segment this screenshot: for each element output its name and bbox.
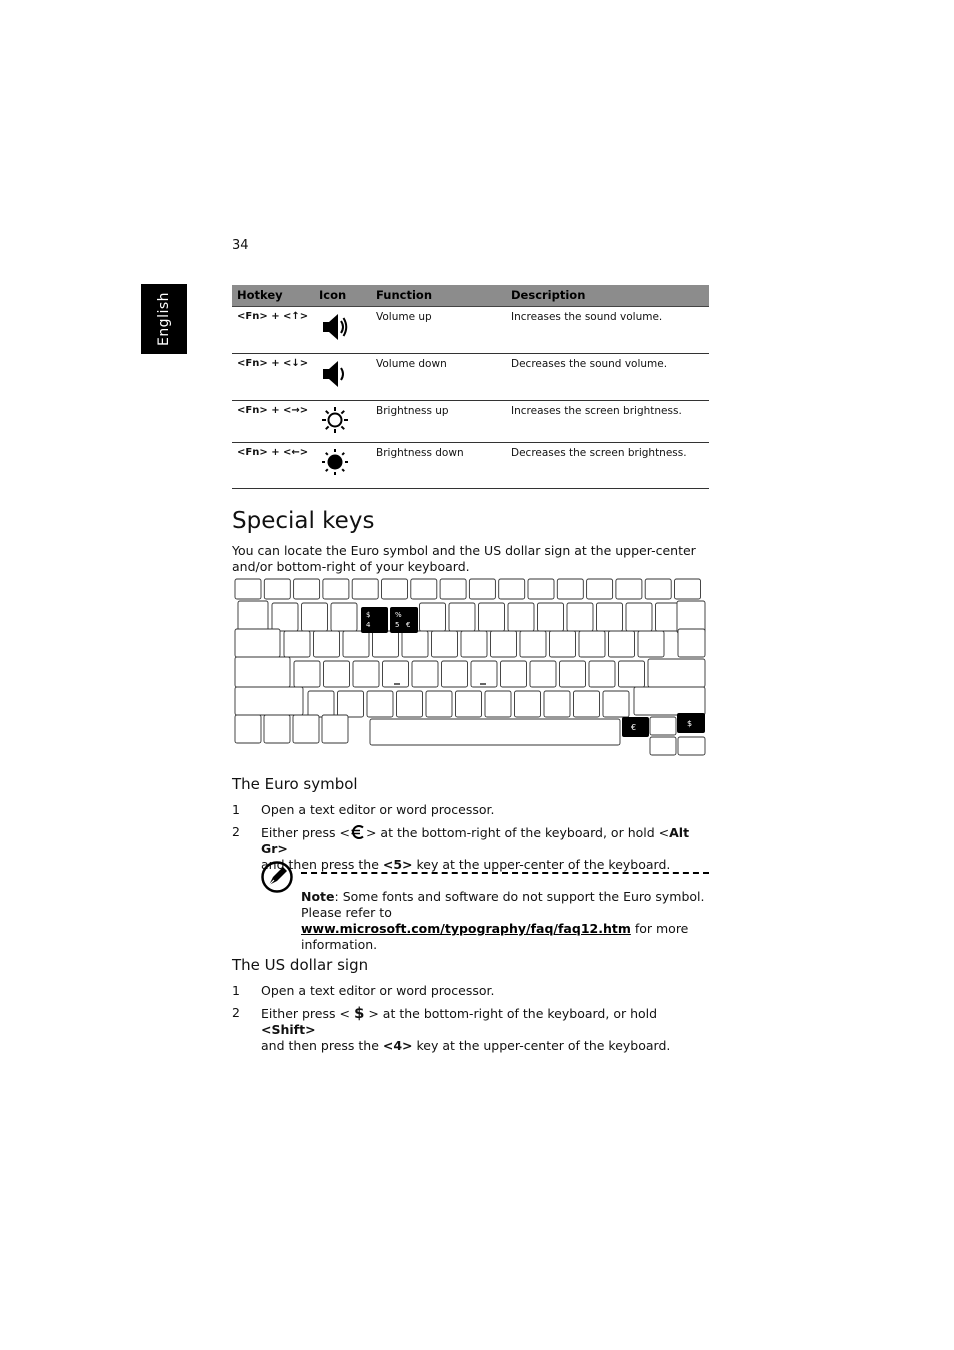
step-text: Either press < xyxy=(261,825,350,840)
function-cell: Brightness down xyxy=(371,442,506,488)
intro-paragraph: You can locate the Euro symbol and the US dollar sign at the upper-center and/or bottom-right of your keyboard. xyxy=(232,543,696,574)
keyboard-key xyxy=(469,579,495,599)
keyboard-key xyxy=(609,631,635,657)
keyboard-key xyxy=(449,603,475,631)
keyboard-key xyxy=(238,601,268,633)
keyboard-key xyxy=(530,661,556,687)
keyboard-key xyxy=(650,717,676,735)
brightness-up-icon xyxy=(320,405,350,435)
keyboard-key xyxy=(294,661,320,687)
keyboard-key xyxy=(235,579,261,599)
keyboard-key xyxy=(634,687,705,715)
dollar-heading: The US dollar sign xyxy=(232,956,369,974)
language-tab xyxy=(141,284,187,354)
hotkey-table xyxy=(232,285,709,489)
keyboard-key xyxy=(616,579,642,599)
keyboard-diagram xyxy=(232,577,708,759)
table-header-row xyxy=(232,285,709,306)
keyboard-key xyxy=(323,579,349,599)
keyboard-key xyxy=(322,715,348,743)
note-divider xyxy=(301,872,709,874)
keyboard-key xyxy=(619,661,645,687)
keyboard-key xyxy=(678,629,705,657)
keyboard-key xyxy=(461,631,487,657)
euro-heading: The Euro symbol xyxy=(232,775,358,793)
keyboard-key xyxy=(648,659,705,687)
key-name: <4> xyxy=(382,1038,413,1053)
keyboard-key xyxy=(638,631,664,657)
header-hotkey: Hotkey xyxy=(232,285,314,306)
keyboard-key xyxy=(324,661,350,687)
keyboard-key xyxy=(440,579,466,599)
keyboard-key xyxy=(471,661,497,687)
step-text: and then press the xyxy=(261,1038,383,1053)
function-cell: Volume down xyxy=(371,353,506,400)
table-row xyxy=(232,353,709,400)
keyboard-key xyxy=(603,691,629,717)
keyboard-key xyxy=(442,661,468,687)
hotkey-cell: <Fn> + <→> xyxy=(232,400,314,442)
keyboard-key xyxy=(367,691,393,717)
description-cell: Decreases the sound volume. xyxy=(506,353,709,400)
keyboard-key xyxy=(589,661,615,687)
keyboard-key xyxy=(412,661,438,687)
keyboard-key xyxy=(544,691,570,717)
keyboard-key xyxy=(520,631,546,657)
description-cell: Decreases the screen brightness. xyxy=(506,442,709,488)
note-body-end: for more information. xyxy=(301,921,689,952)
keyboard-key xyxy=(264,579,290,599)
hotkey-cell: <Fn> + <↓> xyxy=(232,353,314,400)
page-number: 34 xyxy=(232,238,249,253)
keyboard-key xyxy=(645,579,671,599)
function-cell: Volume up xyxy=(371,306,506,353)
step-text: Open a text editor or word processor. xyxy=(261,983,495,998)
keyboard-key xyxy=(420,603,446,631)
table-row xyxy=(232,306,709,353)
header-icon: Icon xyxy=(314,285,371,306)
microsoft-typography-link[interactable]: www.microsoft.com/typography/faq/faq12.htm xyxy=(301,921,631,936)
language-tab-label: English xyxy=(156,291,172,347)
keyboard-key xyxy=(626,603,652,631)
keyboard-key xyxy=(528,579,554,599)
dollar-key xyxy=(677,713,705,733)
key-name: <5> xyxy=(382,857,413,872)
keyboard-key xyxy=(650,737,676,755)
keyboard-key xyxy=(352,579,378,599)
hotkey-cell: <Fn> + <↑> xyxy=(232,306,314,353)
table-row xyxy=(232,400,709,442)
note-label: Note xyxy=(301,889,335,904)
keyboard-key xyxy=(331,603,357,631)
description-cell: Increases the sound volume. xyxy=(506,306,709,353)
keyboard-key xyxy=(574,691,600,717)
keyboard-key xyxy=(515,691,541,717)
keyboard-key xyxy=(508,603,534,631)
key-4-top-label: $ xyxy=(366,611,371,619)
step-text: key at the upper-center of the keyboard. xyxy=(412,1038,671,1053)
keyboard-key xyxy=(235,687,303,715)
keyboard-key xyxy=(343,631,369,657)
keyboard-key xyxy=(426,691,452,717)
dollar-key-label: $ xyxy=(687,719,693,728)
hotkey-cell: <Fn> + <←> xyxy=(232,442,314,488)
brightness-down-icon xyxy=(320,447,350,477)
keyboard-key xyxy=(538,603,564,631)
keyboard-key xyxy=(550,631,576,657)
keyboard-key xyxy=(284,631,310,657)
keyboard-key xyxy=(302,603,328,631)
key-4-bottom-label: 4 xyxy=(366,621,371,629)
keyboard-key xyxy=(567,603,593,631)
volume-down-icon xyxy=(320,358,350,390)
keyboard-key xyxy=(432,631,458,657)
keyboard-key xyxy=(411,579,437,599)
euro-key-label: € xyxy=(631,723,637,732)
step-text: Either press < xyxy=(261,1006,354,1021)
keyboard-key xyxy=(579,631,605,657)
keyboard-key xyxy=(597,603,623,631)
keyboard-key xyxy=(338,691,364,717)
keyboard-key xyxy=(499,579,525,599)
keyboard-key xyxy=(373,631,399,657)
keyboard-key xyxy=(501,661,527,687)
euro-key xyxy=(622,717,649,737)
keyboard-key xyxy=(397,691,423,717)
keyboard-key xyxy=(314,631,340,657)
keyboard-key xyxy=(560,661,586,687)
step-text: > at the bottom-right of the keyboard, or hold < xyxy=(365,825,670,840)
function-cell: Brightness up xyxy=(371,400,506,442)
keyboard-key xyxy=(294,579,320,599)
step-number: 1 xyxy=(232,802,240,817)
keyboard-key xyxy=(456,691,482,717)
header-description: Description xyxy=(506,285,709,306)
keyboard-key xyxy=(382,579,408,599)
key-5-bottom-label: 5 xyxy=(395,621,400,629)
header-function: Function xyxy=(371,285,506,306)
step-text: > at the bottom-right of the keyboard, or hold xyxy=(364,1006,658,1021)
step-text: key at the upper-center of the keyboard. xyxy=(412,857,671,872)
dollar-symbol-icon: $ xyxy=(353,1004,365,1022)
step-text: Open a text editor or word processor. xyxy=(261,802,495,817)
keyboard-key xyxy=(557,579,583,599)
note-body: : Some fonts and software do not support the Euro symbol. Please refer to xyxy=(301,889,705,920)
euro-symbol-icon xyxy=(350,824,366,840)
keyboard-key xyxy=(677,601,705,633)
step-number: 2 xyxy=(232,824,240,839)
note-icon xyxy=(260,860,294,894)
key-5-top-label: % xyxy=(395,611,402,619)
keyboard-key xyxy=(272,603,298,631)
keyboard-key xyxy=(491,631,517,657)
volume-up-icon xyxy=(320,311,350,343)
key-5-euro-label: € xyxy=(406,621,411,629)
keyboard-key xyxy=(678,737,705,755)
keyboard-key xyxy=(485,691,511,717)
key-4 xyxy=(361,607,388,633)
keyboard-key xyxy=(479,603,505,631)
keyboard-key xyxy=(308,691,334,717)
keyboard-key xyxy=(402,631,428,657)
key-5 xyxy=(390,607,418,633)
keyboard-key xyxy=(235,715,261,743)
keyboard-key xyxy=(353,661,379,687)
keyboard-key xyxy=(370,719,620,745)
keyboard-key xyxy=(675,579,701,599)
key-name: <Shift> xyxy=(261,1022,316,1037)
key-name: Alt Gr> xyxy=(261,825,690,856)
table-row xyxy=(232,442,709,488)
keyboard-key xyxy=(235,657,290,687)
step-number: 2 xyxy=(232,1005,240,1020)
section-title: Special keys xyxy=(232,508,375,534)
keyboard-key xyxy=(235,629,280,657)
keyboard-key xyxy=(587,579,613,599)
step-number: 1 xyxy=(232,983,240,998)
step-text: and then press the xyxy=(261,857,383,872)
keyboard-key xyxy=(383,661,409,687)
description-cell: Increases the screen brightness. xyxy=(506,400,709,442)
note-text xyxy=(301,889,711,953)
keyboard-key xyxy=(293,715,319,743)
keyboard-key xyxy=(264,715,290,743)
